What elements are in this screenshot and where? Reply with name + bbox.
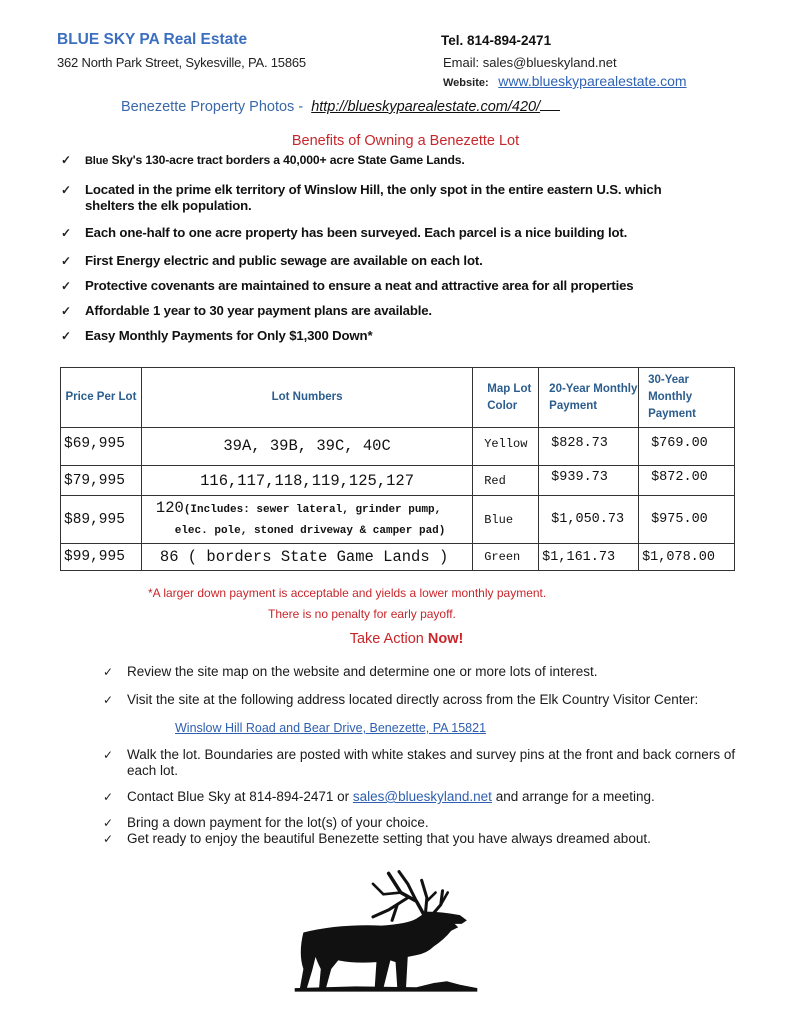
header-20-year-payment: 20-Year Monthly Payment	[539, 368, 639, 428]
benefit-text: Sky's 130-acre tract borders a 40,000+ acre State Game Lands.	[108, 153, 465, 167]
take-action-heading	[0, 631, 791, 647]
checkmark-icon: ✓	[103, 816, 114, 830]
checkmark-icon: ✓	[61, 329, 71, 343]
benefits-list	[61, 152, 711, 353]
cell-pay30: $1,078.00	[639, 544, 735, 571]
header-map-lot-color: Map Lot Color	[473, 368, 539, 428]
down-payment-note: *A larger down payment is acceptable and yields a lower monthly payment.	[148, 586, 547, 600]
checkmark-icon: ✓	[61, 304, 71, 318]
cell-price: $79,995	[61, 466, 142, 496]
cell-price: $89,995	[61, 496, 142, 544]
price-table	[60, 367, 735, 571]
cell-pay20: $939.73	[539, 466, 639, 496]
benefit-item	[61, 303, 711, 319]
property-photos-link[interactable]: http://blueskyparealestate.com/420/	[311, 99, 541, 115]
checkmark-icon: ✓	[61, 153, 71, 167]
benefit-text: Easy Monthly Payments for Only $1,300 Down*	[85, 328, 373, 343]
website-label: Website:	[443, 77, 489, 89]
benefit-text: Affordable 1 year to 30 year payment plans are available.	[85, 303, 432, 318]
lot-number: 120	[155, 498, 184, 517]
benefit-item	[61, 182, 711, 214]
early-payoff-note: There is no penalty for early payoff.	[268, 607, 456, 621]
step-item	[103, 692, 743, 736]
checkmark-icon: ✓	[61, 254, 71, 268]
step-text: Visit the site at the following address located directly across from the Elk Country Visitor Center:	[127, 692, 699, 707]
contact-email-link[interactable]: sales@blueskyland.net	[352, 789, 492, 804]
step-text: Get ready to enjoy the beautiful Benezette setting that you have always dreamed about.	[127, 831, 651, 846]
lot-includes-note-cont: elec. pole, stoned driveway & camper pad)	[174, 524, 446, 537]
checkmark-icon: ✓	[103, 832, 114, 846]
cell-pay20: $1,161.73	[539, 544, 639, 571]
cell-pay20: $1,050.73	[539, 496, 639, 544]
property-photos-line	[121, 98, 560, 115]
property-photos-label: Benezette Property Photos -	[121, 99, 304, 115]
elk-silhouette-icon	[286, 866, 486, 1006]
header-price-per-lot: Price Per Lot	[61, 368, 142, 428]
action-steps-list	[103, 664, 743, 847]
checkmark-icon: ✓	[103, 693, 114, 707]
step-text-after: and arrange for a meeting.	[491, 789, 655, 804]
checkmark-icon: ✓	[61, 279, 71, 293]
benefit-prefix: Blue	[85, 155, 109, 167]
checkmark-icon: ✓	[103, 790, 114, 804]
cell-pay30: $769.00	[639, 428, 735, 466]
website-link[interactable]: www.blueskyparealestate.com	[498, 73, 687, 89]
cell-lots: 39A, 39B, 39C, 40C	[141, 428, 472, 466]
checkmark-icon: ✓	[61, 226, 71, 240]
checkmark-icon: ✓	[61, 183, 71, 197]
step-item	[103, 664, 743, 680]
benefit-item	[61, 152, 711, 169]
site-address-link[interactable]: Winslow Hill Road and Bear Drive, Benezette, PA 15821	[175, 721, 487, 735]
benefit-item	[61, 253, 711, 269]
take-action-text: Take Action	[349, 631, 428, 647]
benefit-text: Protective covenants are maintained to ensure a neat and attractive area for all properties	[85, 278, 634, 293]
cell-color: Yellow	[473, 428, 539, 466]
website-line	[443, 73, 687, 89]
table-row	[61, 466, 735, 496]
step-text: Contact Blue Sky at 814-894-2471 or	[127, 789, 353, 804]
benefit-item	[61, 328, 711, 344]
benefit-item	[61, 225, 711, 241]
step-text: Bring a down payment for the lot(s) of your choice.	[127, 815, 429, 830]
step-item	[103, 815, 743, 831]
checkmark-icon: ✓	[103, 665, 114, 679]
table-row	[61, 496, 735, 544]
step-item	[103, 747, 743, 779]
cell-color: Blue	[473, 496, 539, 544]
cell-lots: 86 ( borders State Game Lands )	[141, 544, 472, 571]
cell-price: $69,995	[61, 428, 142, 466]
table-row	[61, 428, 735, 466]
company-name: BLUE SKY PA Real Estate	[57, 31, 248, 48]
cell-pay20: $828.73	[539, 428, 639, 466]
benefit-text: First Energy electric and public sewage are available on each lot.	[85, 253, 483, 268]
step-item	[103, 831, 743, 847]
link-underline-trail	[540, 98, 560, 111]
benefit-text: Each one-half to one acre property has been surveyed. Each parcel is a nice building lot.	[85, 225, 628, 240]
header-30-year-payment: 30-Year Monthly Payment	[639, 368, 735, 428]
benefits-heading: Benefits of Owning a Benezette Lot	[291, 133, 520, 149]
cell-price: $99,995	[61, 544, 142, 571]
cell-lots	[141, 496, 472, 544]
company-address: 362 North Park Street, Sykesville, PA. 15865	[57, 55, 306, 70]
lot-includes-note: (Includes: sewer lateral, grinder pump,	[183, 503, 442, 516]
table-row	[61, 544, 735, 571]
checkmark-icon: ✓	[103, 748, 114, 762]
step-text: Review the site map on the website and determine one or more lots of interest.	[127, 664, 598, 679]
cell-lots: 116,117,118,119,125,127	[141, 466, 472, 496]
phone-number: Tel. 814-894-2471	[441, 33, 552, 48]
benefit-item	[61, 278, 711, 294]
cell-color: Green	[473, 544, 539, 571]
benefit-text: Located in the prime elk territory of Winslow Hill, the only spot in the entire eastern U.S. which shelters the elk population.	[85, 182, 662, 213]
cell-pay30: $872.00	[639, 466, 735, 496]
step-text: Walk the lot. Boundaries are posted with white stakes and survey pins at the front and back corners of each lot.	[127, 747, 736, 778]
cell-pay30: $975.00	[639, 496, 735, 544]
cell-color: Red	[473, 466, 539, 496]
table-header-row	[61, 368, 735, 428]
step-item	[103, 789, 743, 805]
take-action-emphasis: Now!	[427, 631, 464, 647]
header-lot-numbers: Lot Numbers	[141, 368, 472, 428]
email-address: Email: sales@blueskyland.net	[443, 55, 617, 70]
